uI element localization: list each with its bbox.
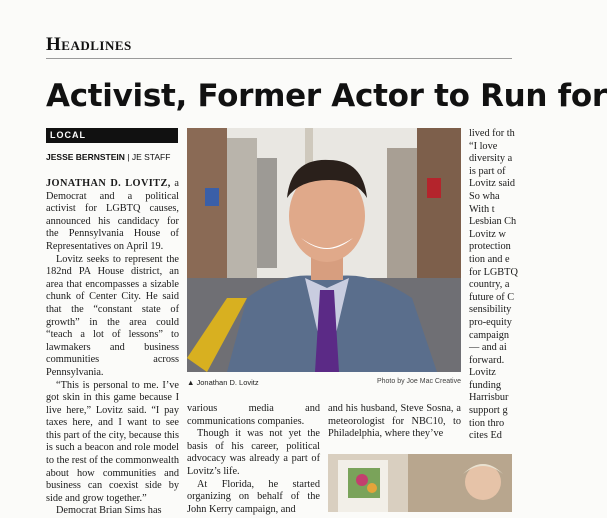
column-4	[469, 128, 529, 443]
col4-line: pro-equity	[469, 316, 512, 328]
photo-caption-row	[187, 378, 461, 387]
col4-line: funding	[469, 379, 502, 391]
col4-line: Lovitz said	[469, 178, 516, 190]
col3-paragraph-1: and his husband, Steve Sosna, a meteorologist for NBC10, to Philadelphia, where they’ve	[328, 403, 461, 440]
col2-paragraph-1: various media and communications companies.	[187, 403, 320, 427]
col4-line: Lovitz w	[469, 228, 506, 240]
column-1	[46, 178, 179, 518]
secondary-photo	[328, 454, 512, 512]
col4-line: With t	[469, 203, 495, 215]
col4-line: tion thro	[469, 417, 505, 429]
col4-line: Harrisbur	[469, 392, 509, 404]
section-heading: Headlines	[46, 34, 132, 55]
photo-credit: Photo by Joe Mac Creative	[376, 378, 461, 385]
article-headline: Activist, Former Actor to Run for	[46, 78, 607, 114]
col4-line: diversity a	[469, 153, 513, 165]
col4-line: is part of	[469, 165, 506, 177]
byline-author: JESSE BERNSTEIN	[46, 152, 125, 162]
col4-line: future of C	[469, 291, 515, 303]
col4-line: protection	[469, 241, 511, 253]
section-rule	[46, 58, 512, 59]
col2-paragraph-3: At Florida, he started organizing on behalf of the John Kerry campaign, and	[187, 478, 320, 515]
lead-name: JONATHAN D. LOVITZ,	[46, 178, 171, 189]
col4-line: Lesbian Ch	[469, 216, 517, 228]
byline	[46, 152, 170, 162]
col4-line: tion and e	[469, 253, 510, 265]
photo-caption: ▲ Jonathan D. Lovitz	[187, 378, 259, 387]
col4-line: lived for th	[469, 128, 515, 139]
col1-paragraph-2: Lovitz seeks to represent the 182nd PA House district, an area that encompasses a sizable chunk of Center City. He said that the “constant state of growth” in the area could “teach a lot of lessons” to lawmakers and business communities across Pennsylvania.	[46, 253, 179, 378]
col4-line: forward.	[469, 354, 505, 366]
col4-line: campaign	[469, 329, 510, 341]
byline-role: | JE STAFF	[127, 152, 171, 162]
col1-paragraph-1: a Democrat and a political activist for LGBTQ causes, announced his candidacy for the Pennsylvania House of Representatives on April 19.	[46, 178, 179, 252]
col1-paragraph-3: “This is personal to me. I’ve got skin in this game because I live here,” Lovitz said. “I pay taxes here, and I want to see this part of the city, because this is such a beacon and role model to the rest of the commonwealth about how communities and business can coexist side by side and grow together.”	[46, 379, 179, 504]
column-3	[328, 403, 461, 441]
col4-line: support g	[469, 405, 508, 417]
section-tag	[46, 128, 178, 143]
col4-line: So wha	[469, 190, 500, 202]
section-tag-label: LOCAL	[50, 130, 86, 140]
col4-line: sensibility	[469, 304, 512, 316]
col4-line: — and ai	[469, 342, 507, 354]
col4-line: Lovitz	[469, 367, 496, 379]
col4-line: for LGBTQ	[469, 266, 518, 278]
portrait-photo	[187, 128, 461, 372]
col2-paragraph-2: Though it was not yet the basis of his career, political advocacy was already a part of Lovitz’s life.	[187, 428, 320, 477]
column-2	[187, 403, 320, 516]
col4-line: cites Ed	[469, 430, 502, 442]
col1-paragraph-4: Democrat Brian Sims has	[56, 505, 162, 517]
col4-line: country, a	[469, 279, 510, 291]
col4-line: “I love	[469, 140, 498, 152]
